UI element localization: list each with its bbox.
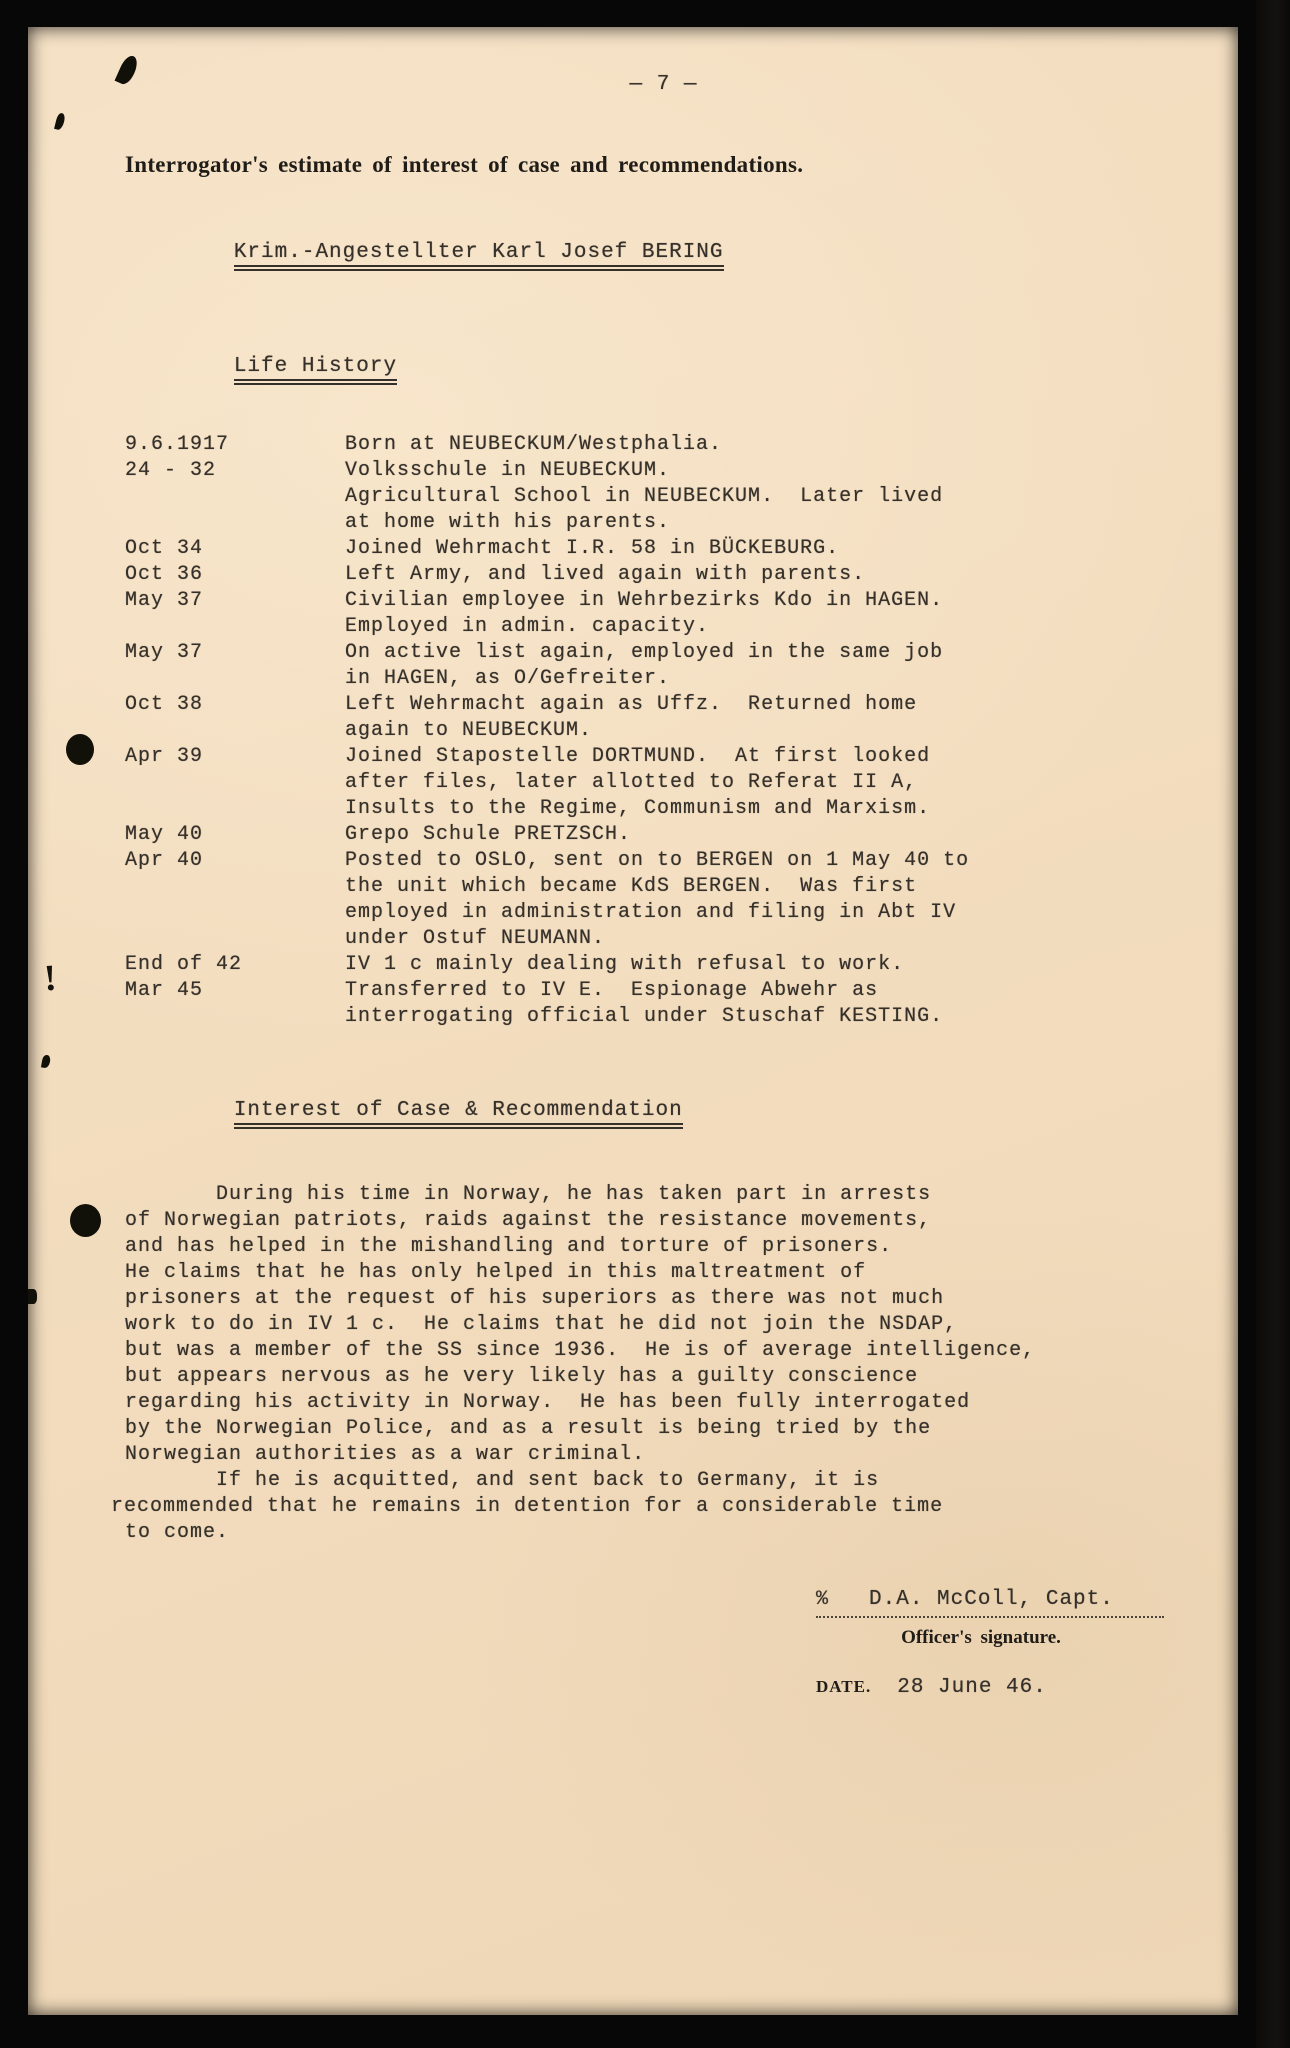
life-history-line: Volksschule in NEUBECKUM. bbox=[345, 459, 671, 482]
signature-block bbox=[816, 1587, 1176, 1701]
life-history-line: employed in administration and filing in Abt IV bbox=[345, 901, 957, 924]
life-history-line: Agricultural School in NEUBECKUM. Later lived bbox=[345, 485, 944, 508]
life-history-line: On active list again, employed in the same job bbox=[345, 641, 944, 664]
life-history-description bbox=[345, 978, 1202, 1030]
date-label: DATE. bbox=[816, 1677, 872, 1696]
life-history-description bbox=[345, 588, 1202, 640]
life-history-line: Insults to the Regime, Communism and Marxism. bbox=[345, 797, 931, 820]
life-history-line: at home with his parents. bbox=[345, 511, 671, 534]
life-history-row bbox=[125, 978, 1202, 1030]
life-history-row bbox=[125, 848, 1202, 952]
subject-heading bbox=[125, 214, 1202, 292]
life-history-row bbox=[125, 640, 1202, 692]
life-history-line: Transferred to IV E. Espionage Abwehr as bbox=[345, 979, 879, 1002]
signature-date-row bbox=[816, 1675, 1176, 1701]
life-history-line: in HAGEN, as O/Gefreiter. bbox=[345, 667, 671, 690]
paragraph-line: by the Norwegian Police, and as a result is being tried by the bbox=[125, 1417, 932, 1440]
life-history-heading bbox=[125, 328, 1202, 406]
life-history-row bbox=[125, 822, 1202, 848]
life-history-row bbox=[125, 588, 1202, 640]
life-history-date: 24 - 32 bbox=[125, 459, 217, 482]
paragraph-line: to come. bbox=[125, 1521, 230, 1544]
life-history-date: Apr 40 bbox=[125, 849, 204, 872]
life-history-line: Born at NEUBECKUM/Westphalia. bbox=[345, 433, 723, 456]
life-history-line: the unit which became KdS BERGEN. Was first bbox=[345, 875, 918, 898]
interest-heading bbox=[125, 1072, 1202, 1150]
life-history-line: Joined Wehrmacht I.R. 58 in BÜCKEBURG. bbox=[345, 537, 840, 560]
paragraph-line: recommended that he remains in detention for a considerable time bbox=[111, 1495, 944, 1518]
paragraph-line: Norwegian authorities as a war criminal. bbox=[125, 1443, 646, 1466]
life-history-date: May 37 bbox=[125, 589, 204, 612]
page-number: — 7 — bbox=[629, 73, 698, 96]
life-history-row bbox=[125, 692, 1202, 744]
life-history-row bbox=[125, 458, 1202, 536]
life-history-description bbox=[345, 536, 1202, 562]
life-history-line: Employed in admin. capacity. bbox=[345, 615, 710, 638]
life-history-date: Oct 36 bbox=[125, 563, 204, 586]
date-value: 28 June 46. bbox=[897, 1676, 1047, 1699]
life-history-heading-text: Life History bbox=[234, 355, 397, 385]
life-history-line: Grepo Schule PRETZSCH. bbox=[345, 823, 632, 846]
paragraph-line: prisoners at the request of his superiors as there was not much bbox=[125, 1287, 945, 1310]
paragraph-line: of Norwegian patriots, raids against the resistance movements, bbox=[125, 1209, 932, 1232]
subject-heading-text: Krim.-Angestellter Karl Josef BERING bbox=[234, 241, 724, 271]
margin-exclamation-mark: ! bbox=[42, 957, 58, 1000]
page-content bbox=[28, 27, 1238, 1546]
life-history-row bbox=[125, 536, 1202, 562]
life-history-date: 9.6.1917 bbox=[125, 433, 230, 456]
life-history-line: Left Wehrmacht again as Uffz. Returned home bbox=[345, 693, 918, 716]
life-history-description bbox=[345, 432, 1202, 458]
edge-ink-mark bbox=[28, 1289, 37, 1304]
signature-line bbox=[816, 1587, 1164, 1618]
life-history-table bbox=[125, 432, 1202, 1030]
interest-paragraph-2 bbox=[111, 1468, 1202, 1546]
life-history-line: IV 1 c mainly dealing with refusal to work. bbox=[345, 953, 905, 976]
life-history-row bbox=[125, 952, 1202, 978]
life-history-description bbox=[345, 562, 1202, 588]
signature-caption: Officer's signature. bbox=[901, 1627, 1061, 1648]
paragraph-line: but appears nervous as he very likely has a guilty conscience bbox=[125, 1365, 919, 1388]
paragraph-line: If he is acquitted, and sent back to Germany, it is bbox=[216, 1469, 880, 1492]
paragraph-line: but was a member of the SS since 1936. He is of average intelligence, bbox=[125, 1339, 1036, 1362]
paragraph-line: work to do in IV 1 c. He claims that he did not join the NSDAP, bbox=[125, 1313, 958, 1336]
interest-paragraph-1 bbox=[125, 1182, 1202, 1468]
life-history-description bbox=[345, 952, 1202, 978]
life-history-date: Oct 38 bbox=[125, 693, 204, 716]
life-history-description bbox=[345, 848, 1202, 952]
life-history-line: interrogating official under Stuschaf KESTING. bbox=[345, 1005, 944, 1028]
life-history-row bbox=[125, 562, 1202, 588]
life-history-row bbox=[125, 432, 1202, 458]
life-history-date: End of 42 bbox=[125, 953, 243, 976]
interest-heading-text: Interest of Case & Recommendation bbox=[234, 1099, 683, 1129]
paragraph-line: During his time in Norway, he has taken part in arrests bbox=[216, 1183, 932, 1206]
punch-hole bbox=[66, 734, 94, 765]
life-history-description bbox=[345, 692, 1202, 744]
signature-sign-mark: % bbox=[816, 1588, 830, 1611]
printed-heading: Interrogator's estimate of interest of case and recommendations. bbox=[125, 152, 804, 177]
life-history-description bbox=[345, 640, 1202, 692]
life-history-row bbox=[125, 744, 1202, 822]
document-page bbox=[28, 27, 1238, 2015]
life-history-date: May 40 bbox=[125, 823, 204, 846]
punch-hole bbox=[70, 1204, 101, 1237]
life-history-line: Joined Stapostelle DORTMUND. At first looked bbox=[345, 745, 931, 768]
paragraph-line: regarding his activity in Norway. He has been fully interrogated bbox=[125, 1391, 971, 1414]
life-history-line: Civilian employee in Wehrbezirks Kdo in HAGEN. bbox=[345, 589, 944, 612]
life-history-line: after files, later allotted to Referat II A, bbox=[345, 771, 918, 794]
life-history-line: Posted to OSLO, sent on to BERGEN on 1 May 40 to bbox=[345, 849, 970, 872]
life-history-description bbox=[345, 744, 1202, 822]
life-history-description bbox=[345, 822, 1202, 848]
life-history-line: Left Army, and lived again with parents. bbox=[345, 563, 866, 586]
paragraph-line: and has helped in the mishandling and torture of prisoners. bbox=[125, 1235, 893, 1258]
life-history-date: Mar 45 bbox=[125, 979, 204, 1002]
signature-name: D.A. McColl, Capt. bbox=[869, 1588, 1114, 1611]
life-history-line: again to NEUBECKUM. bbox=[345, 719, 593, 742]
life-history-date: May 37 bbox=[125, 641, 204, 664]
life-history-description bbox=[345, 458, 1202, 536]
life-history-line: under Ostuf NEUMANN. bbox=[345, 927, 606, 950]
life-history-date: Apr 39 bbox=[125, 745, 204, 768]
life-history-date: Oct 34 bbox=[125, 537, 204, 560]
paragraph-line: He claims that he has only helped in this maltreatment of bbox=[125, 1261, 867, 1284]
